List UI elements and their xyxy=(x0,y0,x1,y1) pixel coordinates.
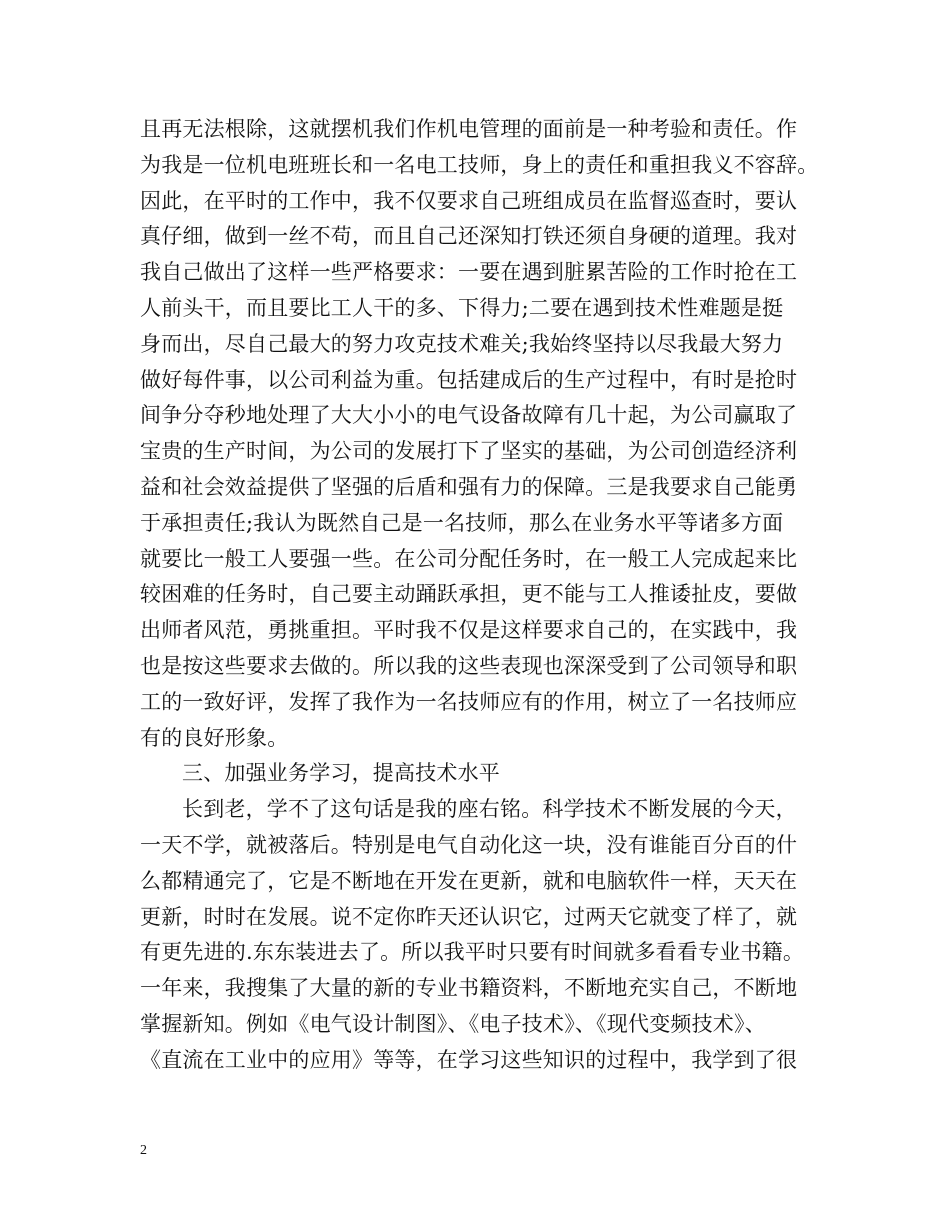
text-line: 我自己做出了这样一些严格要求：一要在遇到脏累苦险的工作时抢在工 xyxy=(140,260,798,285)
text-line: 因此，在平时的工作中，我不仅要求自己班组成员在监督巡查时，要认 xyxy=(140,188,798,213)
text-line: 《直流在工业中的应用》等等，在学习这些知识的过程中，我学到了很 xyxy=(140,1047,798,1072)
text-line: 间争分夺秒地处理了大大小小的电气设备故障有几十起，为公司赢取了 xyxy=(140,403,798,428)
text-line: 且再无法根除，这就摆机我们作机电管理的面前是一种考验和责任。作 xyxy=(140,117,798,141)
text-line: 掌握新知。例如《电气设计制图》、《电子技术》、《现代变频技术》、 xyxy=(140,1011,766,1036)
text-line: 一天不学，就被落后。特别是电气自动化这一块，没有谁能百分百的什 xyxy=(140,832,798,857)
body-text xyxy=(140,112,830,1079)
text-line: 更新，时时在发展。说不定你昨天还认识它，过两天它就变了样了，就 xyxy=(140,904,798,929)
text-line: 有更先进的.东东装进去了。所以我平时只要有时间就多看看专业书籍。 xyxy=(140,940,805,965)
text-line: 于承担责任;我认为既然自己是一名技师，那么在业务水平等诸多方面 xyxy=(140,510,784,535)
text-line: 人前头干，而且要比工人干的多、下得力;二要在遇到技术性难题是挺 xyxy=(140,295,784,320)
text-line: 为我是一位机电班班长和一名电工技师，身上的责任和重担我义不容辞。 xyxy=(140,152,819,177)
section-heading: 三、加强业务学习，提高技术水平 xyxy=(182,761,500,786)
text-line: 工的一致好评，发挥了我作为一名技师应有的作用，树立了一名技师应 xyxy=(140,689,798,714)
text-line: 就要比一般工人要强一些。在公司分配任务时，在一般工人完成起来比 xyxy=(140,546,798,571)
text-line: 做好每件事，以公司利益为重。包括建成后的生产过程中，有时是抢时 xyxy=(140,367,798,392)
text-line: 么都精通完了，它是不断地在开发在更新，就和电脑软件一样，天天在 xyxy=(140,868,798,893)
page-number: 2 xyxy=(140,1143,147,1158)
text-line: 长到老，学不了这句话是我的座右铭。科学技术不断发展的今天， xyxy=(182,797,797,822)
text-line: 有的良好形象。 xyxy=(140,725,289,750)
text-line: 一年来，我搜集了大量的新的专业书籍资料，不断地充实自己，不断地 xyxy=(140,976,798,1001)
text-line: 也是按这些要求去做的。所以我的这些表现也深深受到了公司领导和职 xyxy=(140,653,798,678)
text-line: 较困难的任务时，自己要主动踊跃承担，更不能与工人推诿扯皮，要做 xyxy=(140,582,798,607)
text-line: 真仔细，做到一丝不苟，而且自己还深知打铁还须自身硬的道理。我对 xyxy=(140,224,798,249)
text-line: 身而出，尽自己最大的努力攻克技术难关;我始终坚持以尽我最大努力 xyxy=(140,331,784,356)
text-line: 出师者风范，勇挑重担。平时我不仅是这样要求自己的，在实践中，我 xyxy=(140,618,798,643)
text-line: 宝贵的生产时间，为公司的发展打下了坚实的基础，为公司创造经济利 xyxy=(140,439,798,464)
text-line: 益和社会效益提供了坚强的后盾和强有力的保障。三是我要求自己能勇 xyxy=(140,474,798,499)
